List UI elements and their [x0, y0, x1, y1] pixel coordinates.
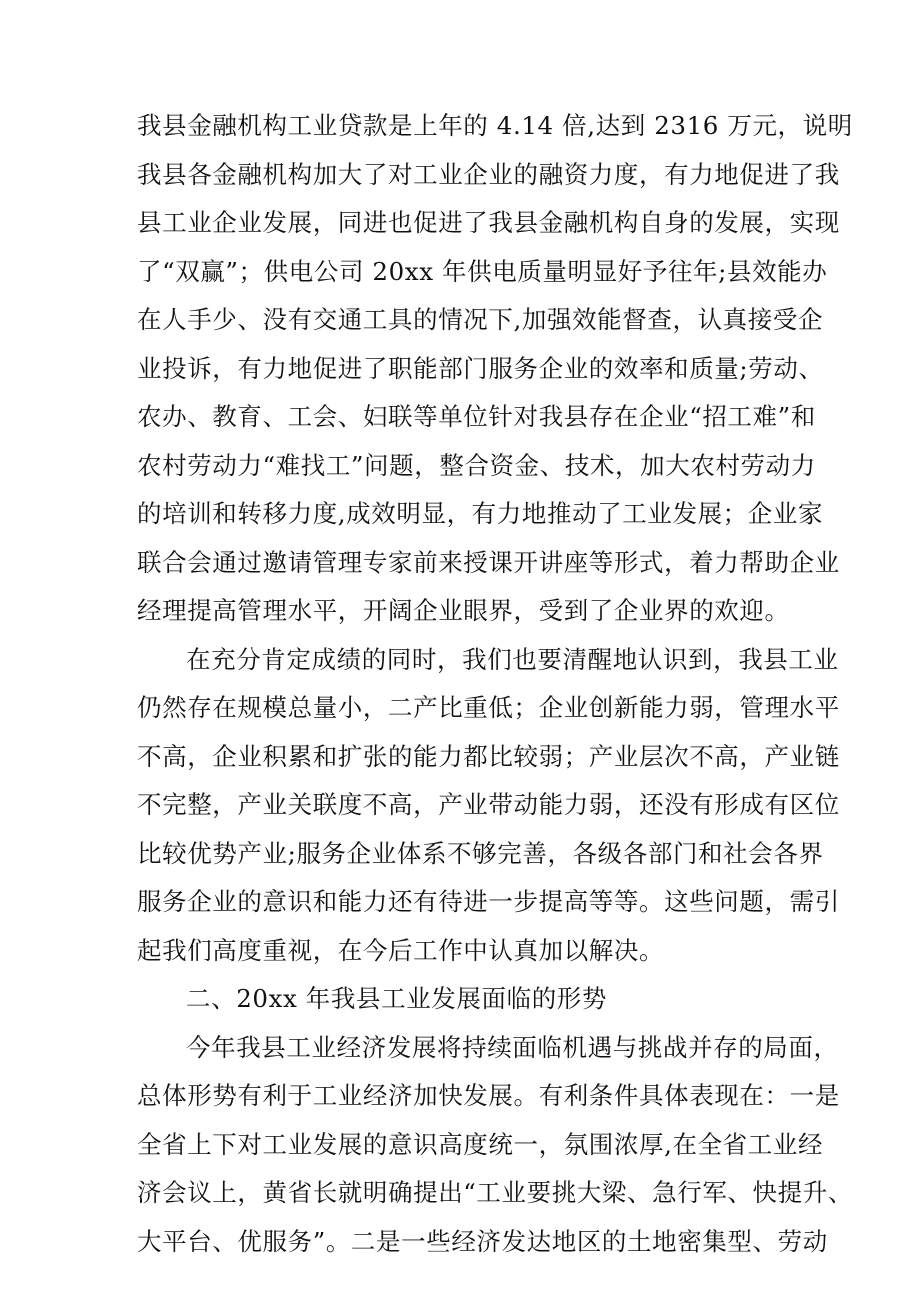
text-line: 农村劳动力“难找工”问题，整合资金、技术，加大农村劳动力: [137, 451, 816, 480]
text-line: 起我们高度重视，在今后工作中认真加以解决。: [137, 936, 665, 965]
section-heading: 二、20xx 年我县工业发展面临的形势: [186, 984, 607, 1013]
text-line: 在人手少、没有交通工具的情况下,加强效能督查，认真接受企: [137, 305, 824, 334]
text-line: 我县各金融机构加大了对工业企业的融资力度，有力地促进了我: [137, 160, 840, 189]
text-line: 我县金融机构工业贷款是上年的 4.14 倍,达到 2316 万元，说明: [137, 111, 853, 140]
paragraph-first-line: 在充分肯定成绩的同时，我们也要清醒地认识到，我县工业: [186, 645, 839, 674]
text-line: 农办、教育、工会、妇联等单位针对我县存在企业“招工难”和: [137, 402, 816, 431]
paragraph-first-line: 今年我县工业经济发展将持续面临机遇与挑战并存的局面，: [186, 1033, 839, 1062]
text-line: 业投诉，有力地促进了职能部门服务企业的效率和质量;劳动、: [137, 354, 824, 383]
text-line: 联合会通过邀请管理专家前来授课开讲座等形式，着力帮助企业: [137, 548, 840, 577]
text-line: 县工业企业发展，同进也促进了我县金融机构自身的发展，实现: [137, 208, 840, 237]
text-line: 济会议上，黄省长就明确提出“工业要挑大梁、急行军、快提升、: [137, 1178, 853, 1207]
text-line: 仍然存在规模总量小，二产比重低；企业创新能力弱，管理水平: [137, 693, 840, 722]
text-line: 不高，企业积累和扩张的能力都比较弱；产业层次不高，产业链: [137, 742, 840, 771]
text-line: 比较优势产业;服务企业体系不够完善，各级各部门和社会各界: [137, 839, 824, 868]
text-line: 服务企业的意识和能力还有待进一步提高等等。这些问题，需引: [137, 887, 840, 916]
text-line: 的培训和转移力度,成效明显，有力地推动了工业发展；企业家: [137, 499, 824, 528]
text-line: 经理提高管理水平，开阔企业眼界，受到了企业界的欢迎。: [137, 596, 790, 625]
text-line: 大平台、优服务”。二是一些经济发达地区的土地密集型、劳动: [137, 1227, 828, 1256]
text-line: 了“双赢”；供电公司 20xx 年供电质量明显好予往年;县效能办: [137, 257, 828, 286]
text-line: 总体形势有利于工业经济加快发展。有利条件具体表现在：一是: [137, 1081, 840, 1110]
text-line: 不完整，产业关联度不高，产业带动能力弱，还没有形成有区位: [137, 790, 840, 819]
text-line: 全省上下对工业发展的意识高度统一，氛围浓厚,在全省工业经: [137, 1130, 824, 1159]
